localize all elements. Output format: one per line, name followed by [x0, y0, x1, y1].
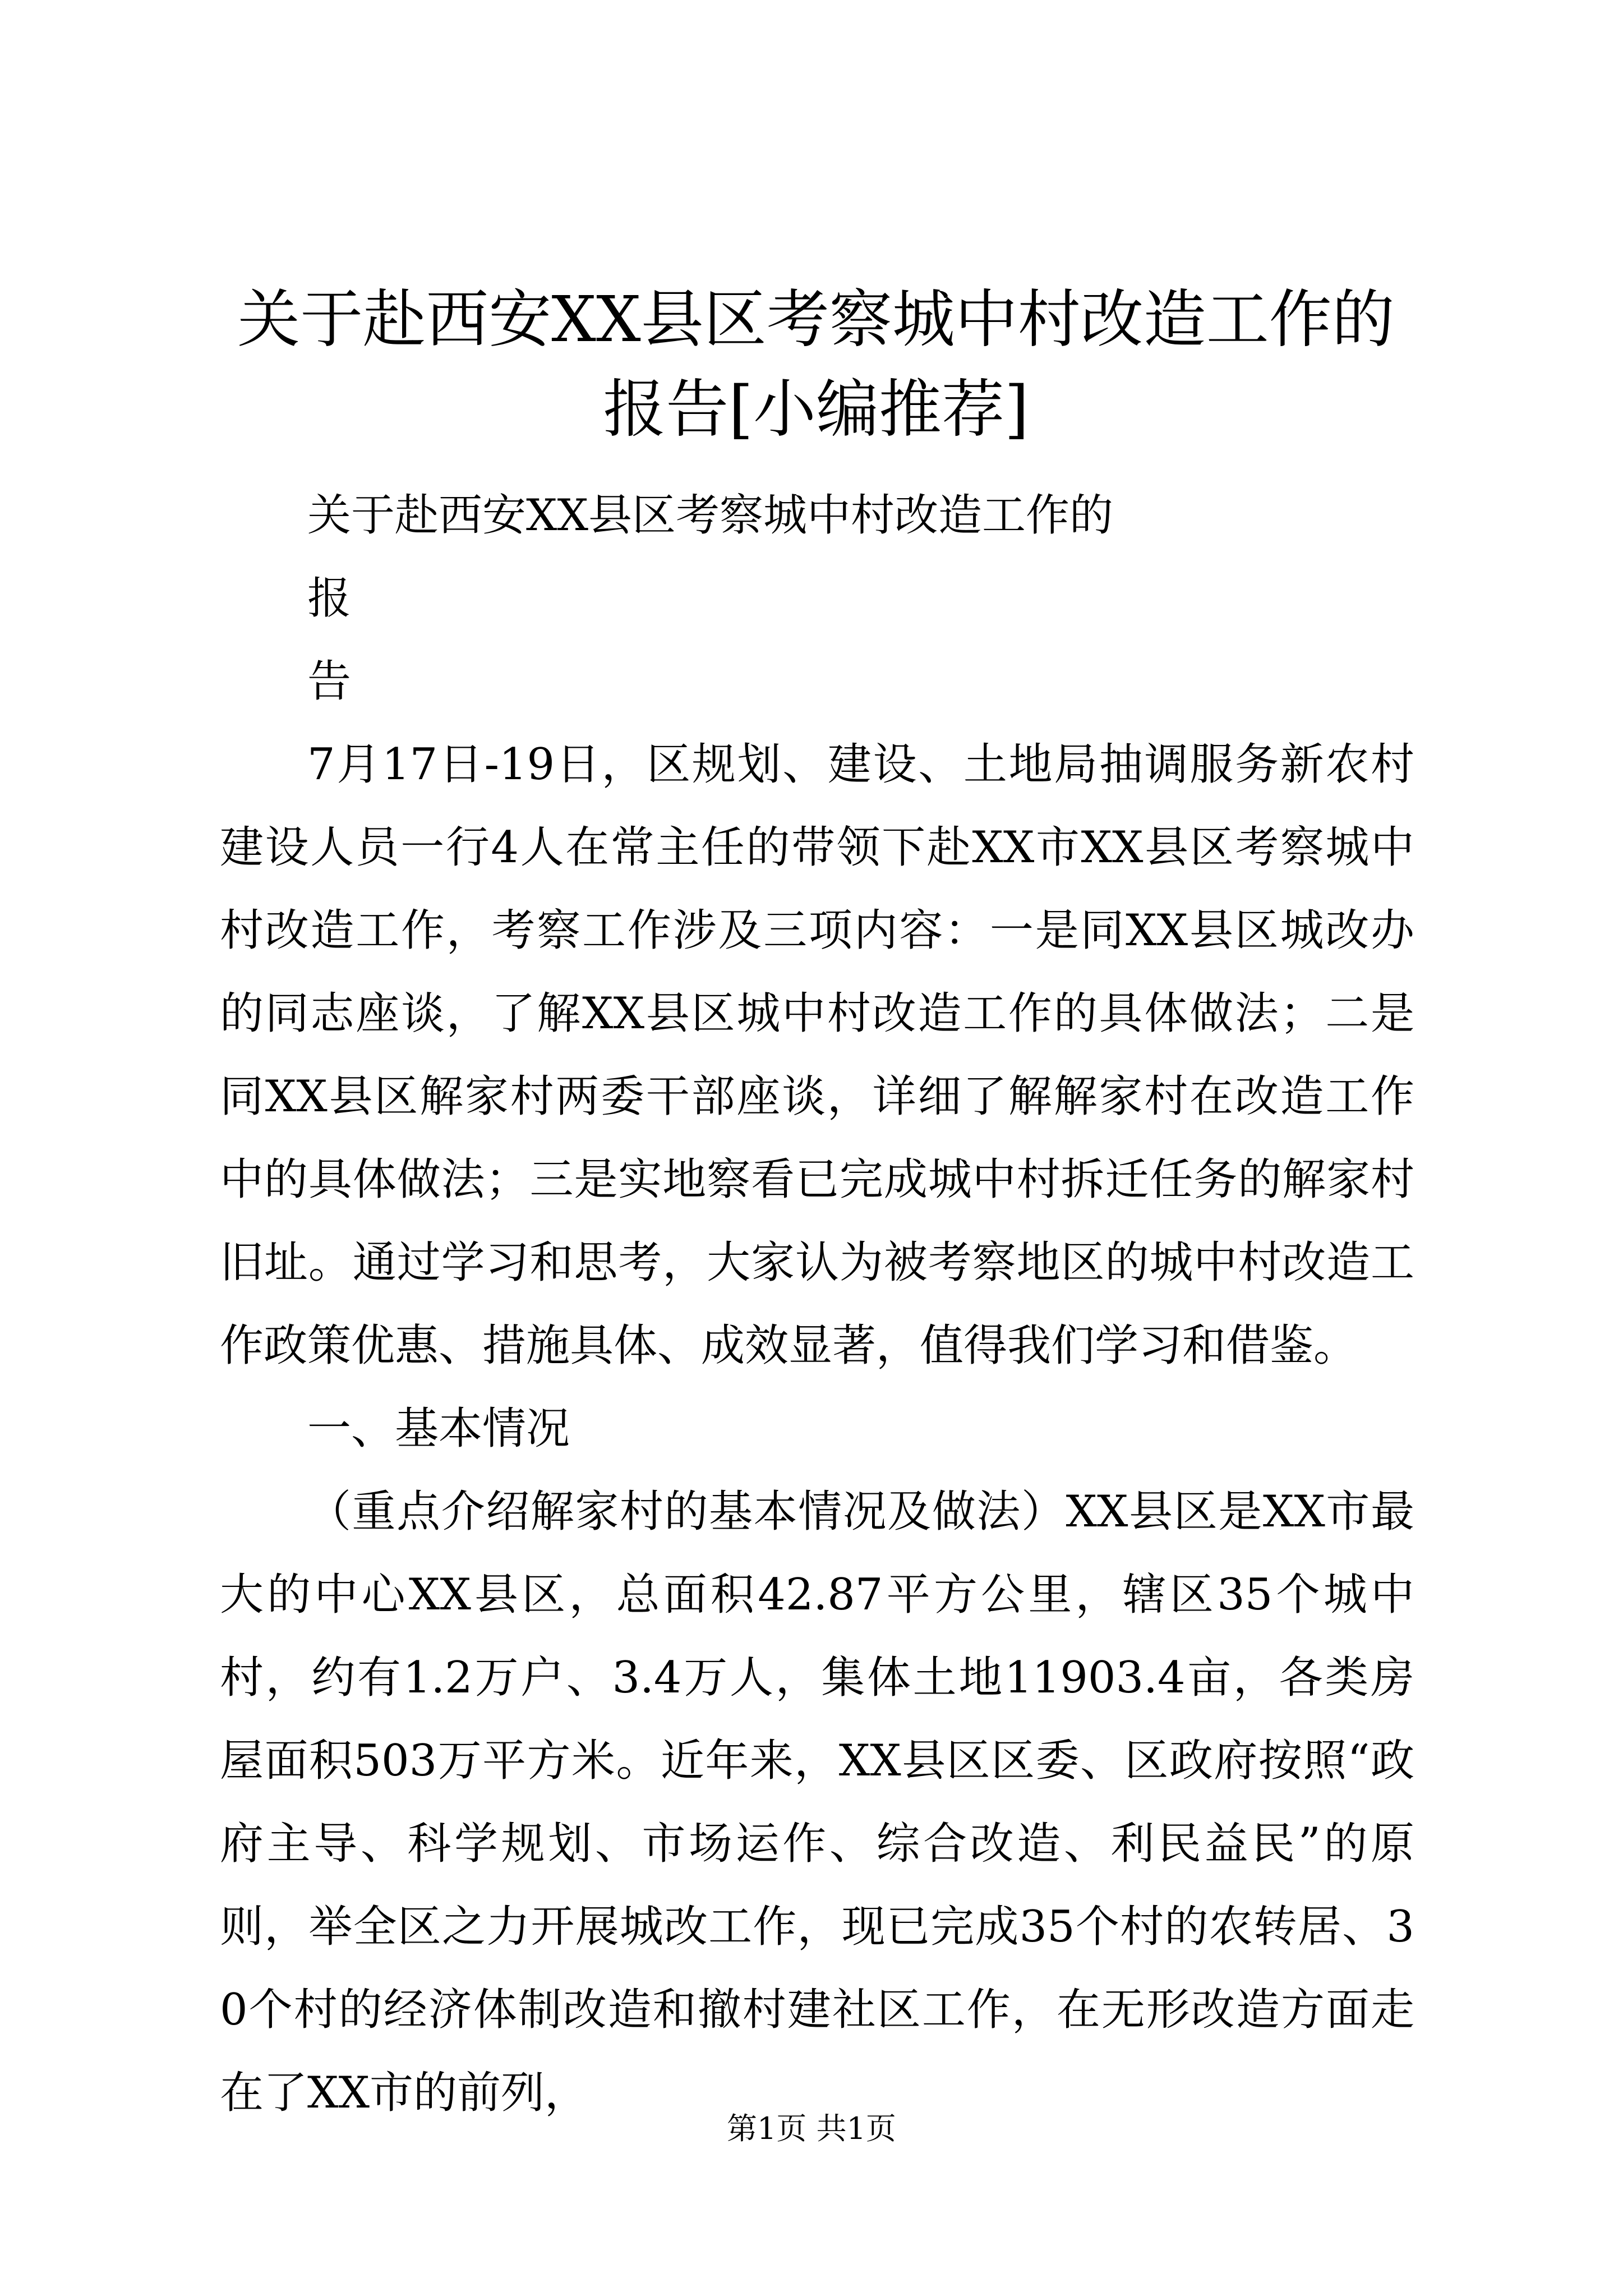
- section-heading-basic-situation: 一、基本情况: [307, 1404, 570, 1454]
- paragraph-heading-char-2: 告: [307, 656, 352, 707]
- paragraph-basic-situation: （重点介绍解家村的基本情况及做法）XX县区是XX市最大的中心XX县区，总面积42.87平方公里，辖区35个城中村，约有1.2万户、3.4万人，集体土地11903.4亩，各类房屋面积503万平方米。近年来，XX县区区委、区政府按照“政府主导、科学规划、市场运作、综合改造、利民益民”的原则，举全区之力开展城改工作，现已完成35个村的农转居、30个村的经济体制改造和撤村建社区工作，在无形改造方面走在了XX市的前列，: [220, 1487, 1414, 2118]
- page-footer: 第1页 共1页: [727, 2111, 896, 2146]
- document-body: [220, 474, 1414, 2134]
- paragraph-heading-char-1: 报: [307, 573, 352, 624]
- document-title: 关于赴西安XX县区考察城中村改造工作的报告[小编推荐]: [237, 283, 1395, 446]
- paragraph-heading-line: 关于赴西安XX县区考察城中村改造工作的: [307, 490, 1114, 541]
- paragraph-intro: 7月17日-19日，区规划、建设、土地局抽调服务新农村建设人员一行4人在常主任的带领下赴XX市XX县区考察城中村改造工作，考察工作涉及三项内容：一是同XX县区城改办的同志座谈，了解XX县区城中村改造工作的具体做法；二是同XX县区解家村两委干部座谈，详细了解解家村在改造工作中的具体做法；三是实地察看已完成城中村拆迁任务的解家村旧址。通过学习和思考，大家认为被考察地区的城中村改造工作政策优惠、措施具体、成效显著，值得我们学习和借鉴。: [220, 739, 1414, 1371]
